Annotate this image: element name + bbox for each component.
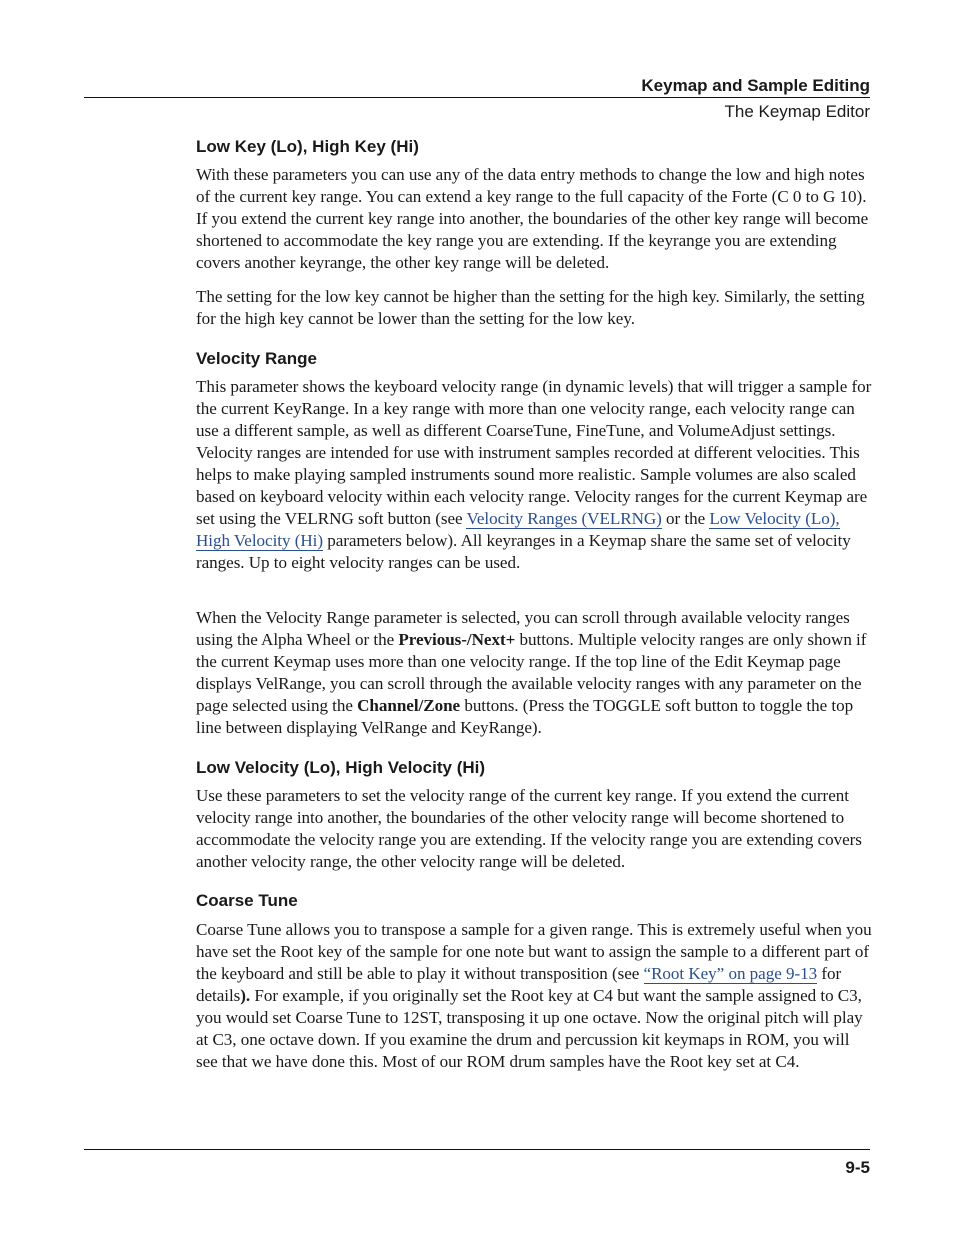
link-root-key[interactable]: “Root Key” on page 9-13 [643, 964, 818, 983]
page-body [196, 0, 872, 1120]
paragraph-low-high-key-1: With these parameters you can use any of the data entry methods to change the low and high notes of the current key range. You can extend a key range to the full capacity of the Forte (C 0 to G 10). If you extend the current key range into another, the boundaries of the other key range will become shortened to accommodate the key range you are extending. If the keyrange you are extending covers another keyrange, the other key range will be deleted. [196, 165, 869, 272]
page-number: 9-5 [845, 1158, 870, 1177]
footer-rule [84, 1149, 870, 1150]
paragraph-low-high-velocity-1: Use these parameters to set the velocity range of the current key range. If you extend the current velocity range into another, the boundaries of the other velocity range will become shortened to accommodate the velocity range you are extending. If the velocity range you are extending covers another velocity range, the other velocity range will be deleted. [196, 786, 862, 871]
heading-velocity-range: Velocity Range [196, 349, 317, 368]
link-velocity-ranges[interactable]: Velocity Ranges (VELRNG) [466, 509, 662, 528]
button-name-previous-next: Previous-/Next+ [398, 630, 516, 649]
paragraph-velocity-range-2: When the Velocity Range parameter is selected, you can scroll through available velocity ranges using the Alpha Wheel or the Previous-/Next+ buttons. Multiple velocity ranges are only shown if the current Keymap uses more than one velocity range. If the top line of the Edit Keymap page displays VelRange, you can scroll through the available velocity ranges with any parameter on the page selected using the Channel/Zone buttons. (Press the TOGGLE soft button to toggle the top line between displaying VelRange and KeyRange). [196, 608, 867, 737]
link-low-high-velocity[interactable]: Low Velocity (Lo), High Velocity (Hi) [196, 509, 840, 550]
heading-coarse-tune: Coarse Tune [196, 891, 298, 910]
paragraph-coarse-tune-1: Coarse Tune allows you to transpose a sample for a given range. This is extremely useful when you have set the Root key of the sample for one note but want to assign the sample to a different part of the keyboard and still be able to play it without transposition (see “Root Key” on page 9-13 for details). For example, if you originally set the Root key at C4 but want the sample assigned to C3, you would set Coarse Tune to 12ST, transposing it up one octave. Now the original pitch will play at C3, one octave down. If you examine the drum and percussion kit keymaps in ROM, you will see that we have done this. Most of our ROM drum samples have the Root key set at C4. [196, 920, 872, 1071]
paragraph-velocity-range-1: This parameter shows the keyboard velocity range (in dynamic levels) that will trigger a sample for the current KeyRange. In a key range with more than one velocity range, each velocity range can use a different sample, as well as different CoarseTune, FineTune, and VolumeAdjust settings. Velocity ranges are intended for use with instrument samples recorded at different velocities. This helps to make playing sampled instruments sound more realistic. Sample volumes are also scaled based on keyboard velocity within each velocity range. Velocity ranges for the current Keymap are set using the VELRNG soft button (see Velocity Ranges (VELRNG) or the Low Velocity (Lo), High Velocity (Hi) parameters below). All keyranges in a Keymap share the same set of velocity ranges. Up to eight velocity ranges can be used. [196, 377, 872, 572]
section-title: The Keymap Editor [724, 102, 870, 121]
chapter-title: Keymap and Sample Editing [641, 76, 870, 95]
heading-low-high-key: Low Key (Lo), High Key (Hi) [196, 137, 419, 156]
heading-low-high-velocity: Low Velocity (Lo), High Velocity (Hi) [196, 758, 486, 777]
paragraph-low-high-key-2: The setting for the low key cannot be higher than the setting for the high key. Similarly, the setting for the high key cannot be lower than the setting for the low key. [196, 287, 865, 328]
button-name-channel-zone: Channel/Zone [357, 696, 461, 715]
